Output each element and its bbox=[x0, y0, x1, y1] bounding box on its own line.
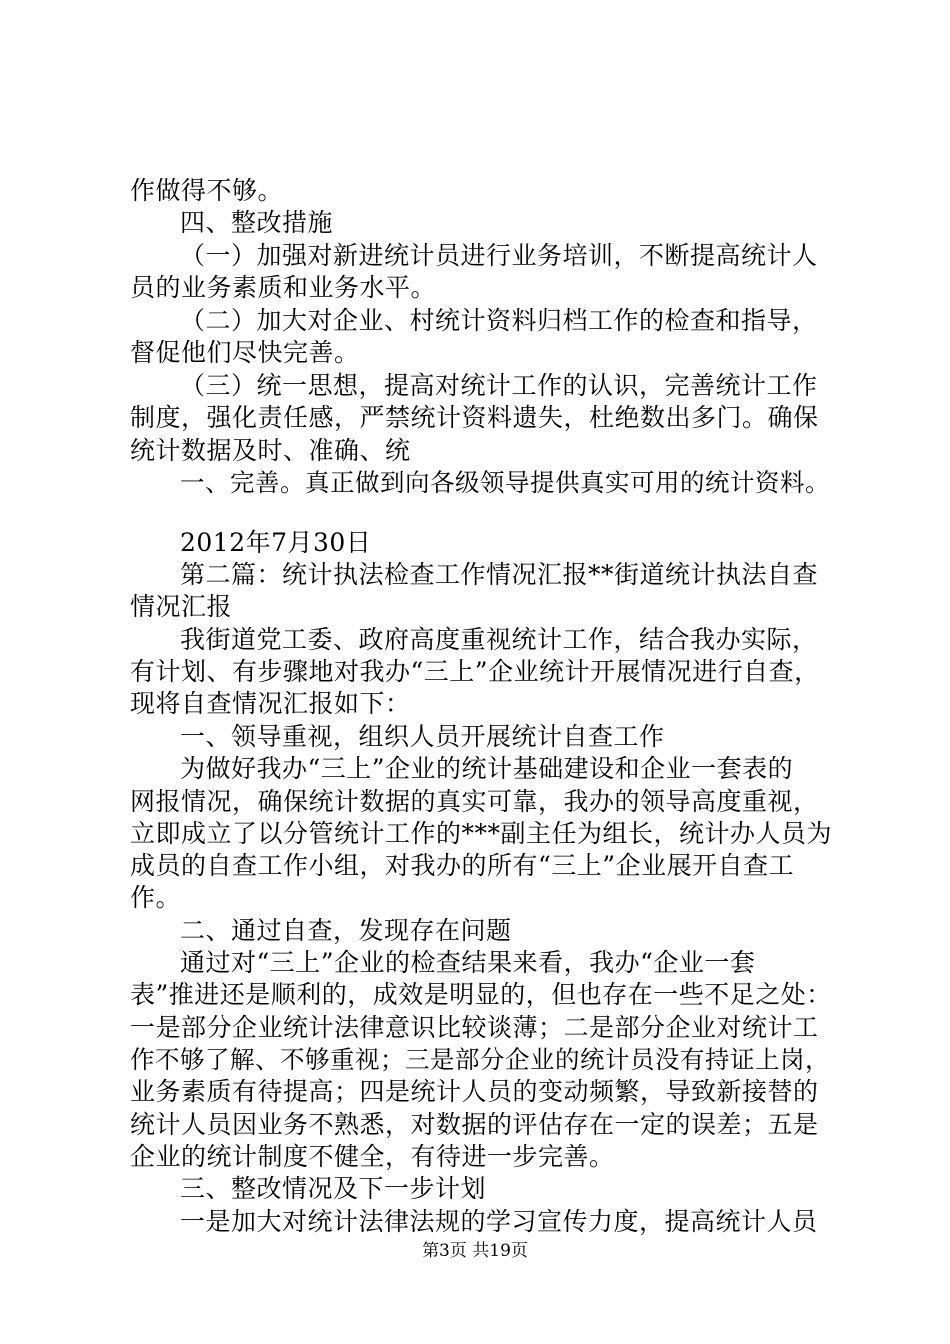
body-text-line: 成员的自查工作小组，对我办的所有“三上”企业展开自查工 bbox=[130, 851, 795, 880]
body-text-line: 统计人员因业务不熟悉，对数据的评估存在一定的误差；五是 bbox=[130, 1110, 819, 1139]
body-text-line: 通过对“三上”企业的检查结果来看，我办“企业一套 bbox=[180, 948, 756, 977]
body-text-line: （三）统一思想，提高对统计工作的认识，完善统计工作 bbox=[180, 371, 818, 400]
body-text-line: 制度，强化责任感，严禁统计资料遗失，杜绝数出多门。确保 bbox=[130, 403, 819, 432]
body-text-line: 督促他们尽快完善。 bbox=[130, 338, 360, 367]
body-text-line: 有计划、有步骤地对我办“三上”企业统计开展情况进行自查， bbox=[130, 657, 820, 686]
chapter-title: 情况汇报 bbox=[130, 592, 233, 621]
body-text-line: 员的业务素质和业务水平。 bbox=[130, 273, 437, 302]
body-text-line: 我街道党工委、政府高度重视统计工作，结合我办实际， bbox=[180, 625, 818, 654]
body-text-line: 网报情况，确保统计数据的真实可靠，我办的领导高度重视， bbox=[130, 787, 819, 816]
body-text-line: 为做好我办“三上”企业的统计基础建设和企业一套表的 bbox=[180, 754, 794, 783]
date-line: 2012年7月30日 bbox=[180, 528, 372, 557]
page-number-footer: 第3页 共19页 bbox=[422, 1241, 528, 1261]
section-heading: 四、整改措施 bbox=[180, 208, 334, 237]
body-text-line: 企业的统计制度不健全，有待进一步完善。 bbox=[130, 1142, 615, 1171]
body-text-line: 立即成立了以分管统计工作的***副主任为组长，统计办人员为 bbox=[130, 819, 833, 848]
body-text-line: 作做得不够。 bbox=[130, 176, 284, 205]
body-text-line: 作。 bbox=[130, 883, 182, 912]
body-text-line: 业务素质有待提高；四是统计人员的变动频繁，导致新接替的 bbox=[130, 1077, 819, 1106]
body-text-line: 统计数据及时、准确、统 bbox=[130, 436, 411, 465]
body-text-line: 一是加大对统计法律法规的学习宣传力度，提高统计人员 bbox=[180, 1207, 818, 1236]
body-text-line: （一）加强对新进统计员进行业务培训，不断提高统计人 bbox=[180, 241, 818, 270]
chapter-title: 第二篇：统计执法检查工作情况汇报**街道统计执法自查 bbox=[180, 560, 819, 589]
body-text-line: 表”推进还是顺利的，成效是明显的，但也存在一些不足之处： bbox=[130, 980, 832, 1009]
body-text-line: 一是部分企业统计法律意识比较谈薄；二是部分企业对统计工 bbox=[130, 1013, 819, 1042]
body-text-line: 一、完善。真正做到向各级领导提供真实可用的统计资料。 bbox=[180, 468, 830, 497]
section-heading: 二、通过自查，发现存在问题 bbox=[180, 916, 512, 945]
body-text-line: （二）加大对企业、村统计资料归档工作的检查和指导， bbox=[180, 306, 818, 335]
section-heading: 一、领导重视，组织人员开展统计自查工作 bbox=[180, 722, 665, 751]
body-text-line: 作不够了解、不够重视；三是部分企业的统计员没有持证上岗， bbox=[130, 1045, 830, 1074]
section-heading: 三、整改情况及下一步计划 bbox=[180, 1174, 487, 1203]
body-text-line: 现将自查情况汇报如下： bbox=[130, 689, 411, 718]
